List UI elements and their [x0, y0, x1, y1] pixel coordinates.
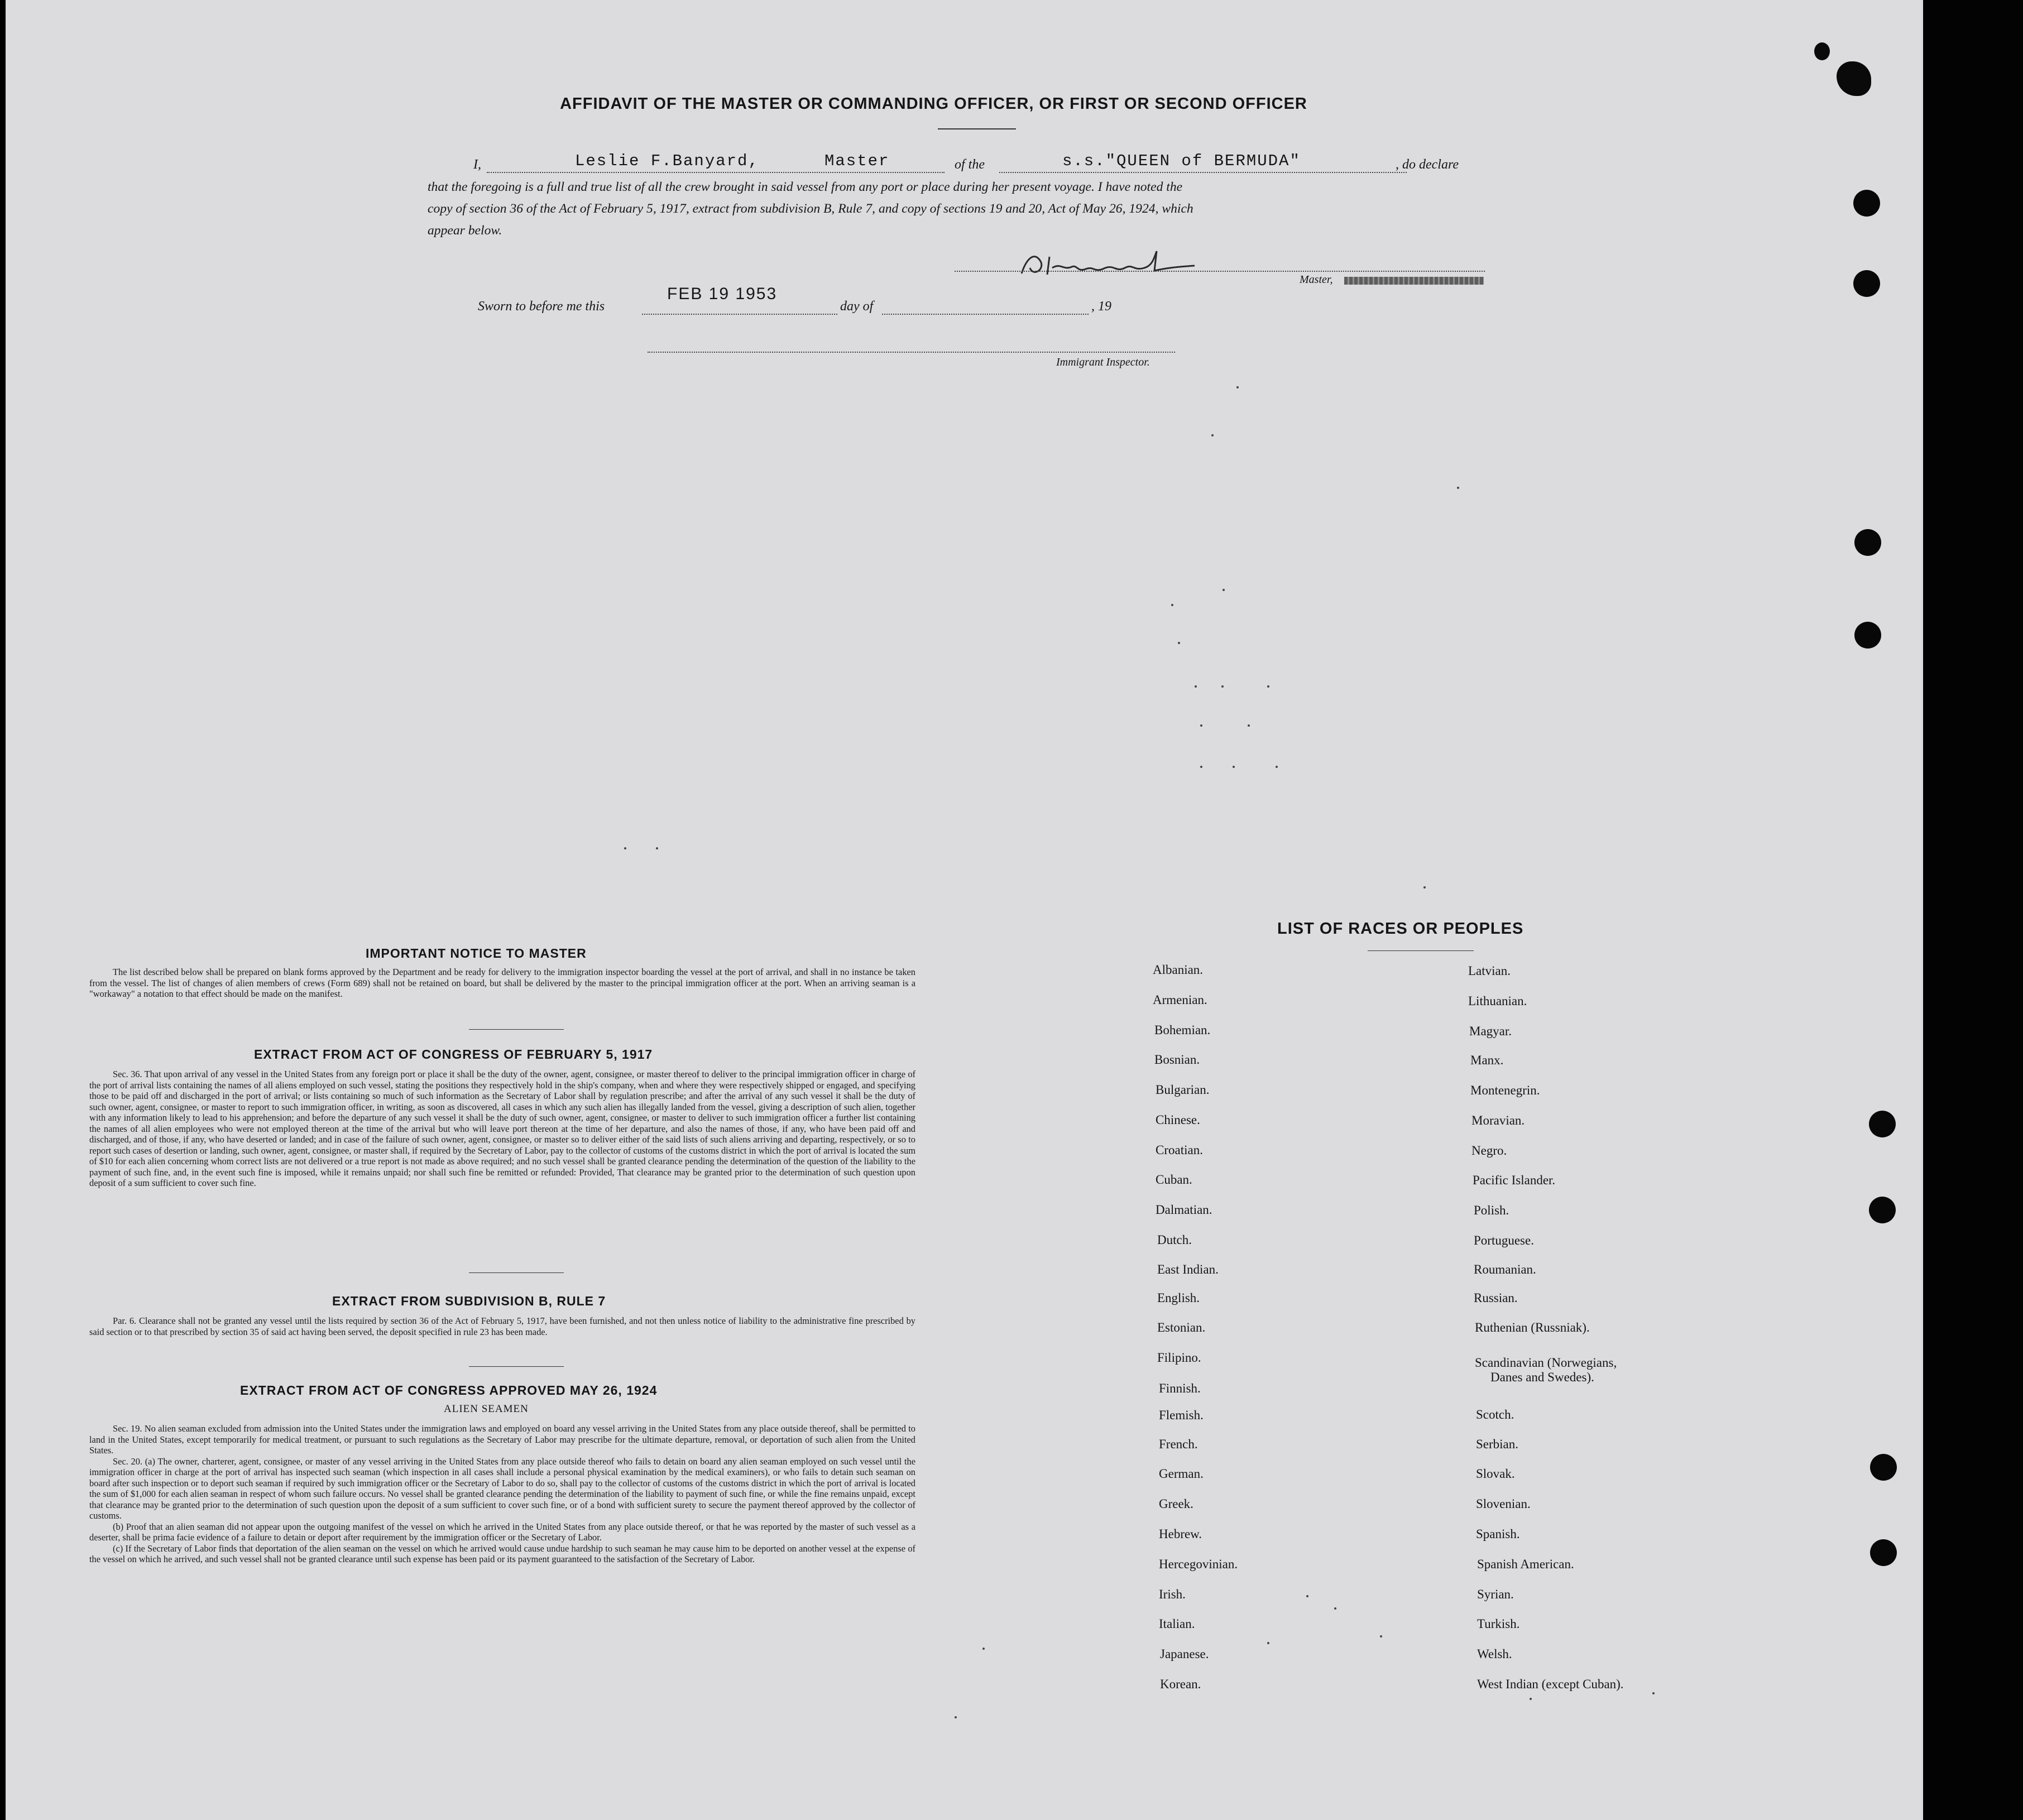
race-right-item: Syrian.	[1477, 1587, 1514, 1601]
race-left-item: Hercegovinian.	[1159, 1557, 1238, 1571]
scan-speck	[1171, 604, 1173, 606]
divider-1	[469, 1029, 564, 1030]
year-prefix: , 19	[1091, 299, 1111, 314]
races-divider	[1368, 950, 1474, 951]
race-right-item: Turkish.	[1477, 1617, 1520, 1631]
punch-hole	[1869, 1111, 1896, 1137]
inspector-line	[648, 352, 1175, 353]
scan-speck	[1306, 1595, 1308, 1597]
punch-hole	[1870, 1539, 1897, 1566]
name-line	[487, 172, 945, 173]
vessel-line	[999, 172, 1407, 173]
extract-1924-text	[89, 1423, 915, 1565]
race-right-item: Montenegrin.	[1470, 1083, 1540, 1097]
race-right-item: Slovak.	[1476, 1467, 1515, 1481]
affidavit-line-4: appear below.	[428, 223, 502, 238]
inspector-label: Immigrant Inspector.	[1056, 356, 1150, 368]
scan-speck	[982, 1648, 985, 1650]
sworn-label: Sworn to before me this	[478, 299, 605, 314]
scan-speck	[1267, 1642, 1269, 1644]
race-left-item: Filipino.	[1157, 1351, 1201, 1365]
race-right-item: Slovenian.	[1476, 1497, 1531, 1511]
divider-3	[469, 1366, 564, 1367]
punch-hole	[1870, 1454, 1897, 1481]
scan-speck	[1195, 685, 1197, 688]
race-left-item: Albanian.	[1153, 963, 1204, 977]
extract-rule7-title: EXTRACT FROM SUBDIVISION B, RULE 7	[332, 1294, 606, 1308]
punch-hole	[1853, 190, 1880, 217]
race-left-item: Finnish.	[1159, 1381, 1201, 1395]
scan-speck	[1334, 1607, 1336, 1610]
title-divider	[938, 128, 1016, 129]
race-left-item: Greek.	[1159, 1497, 1193, 1511]
notice-paragraph: The list described below shall be prepared on blank forms approved by the Department and be ready for delivery to the immigration inspector boarding the vessel at the port of arrival, and shall in no instance be taken from the vessel. The list of changes of alien members of crews (Form 689) shall not be retained on board, but shall be delivered by the master to the principal immigration officer at the port. When an arriving seaman is a "workaway" a notation to that effect should be made on the manifest.	[89, 967, 915, 1000]
sec20b-paragraph: (b) Proof that an alien seaman did not appear upon the outgoing manifest of the vessel on which he arrived in the United States from any place outside thereof, or that he was reported by the master of such vessel as a deserter, shall be prima facie evidence of a failure to detain or deport after requirement by the immigration officer or the Secretary of Labor.	[89, 1521, 915, 1543]
extract-1917-text	[89, 1069, 915, 1189]
race-left-item: Dalmatian.	[1156, 1203, 1212, 1217]
races-title: LIST OF RACES OR PEOPLES	[1277, 920, 1524, 938]
day-of-label: day of	[840, 299, 874, 314]
race-right-item: Magyar.	[1469, 1024, 1512, 1038]
scan-speck	[1423, 886, 1426, 889]
race-right-item: Manx.	[1470, 1053, 1504, 1067]
extract-1917-title: EXTRACT FROM ACT OF CONGRESS OF FEBRUARY 5, 1917	[254, 1047, 653, 1062]
race-left-item: Bosnian.	[1154, 1053, 1200, 1067]
race-right-item: Serbian.	[1476, 1437, 1519, 1451]
scan-speck	[1248, 724, 1250, 727]
sec19-paragraph: Sec. 19. No alien seaman excluded from admission into the United States under the immigration laws and employed on board any vessel arriving in the United States from any place outside thereof, shall be permitted to land in the United States, except temporarily for medical treatment, or pursuant to such regulations as the Secretary of Labor may prescribe for the ultimate departure, removal, or deportation of such alien from the United States.	[89, 1423, 915, 1456]
scan-speck	[1457, 487, 1459, 489]
scan-speck	[1267, 685, 1269, 688]
of-the-label: of the	[955, 157, 985, 172]
extract-1924-title: EXTRACT FROM ACT OF CONGRESS APPROVED MAY 26, 1924	[240, 1383, 658, 1398]
scan-margin	[1923, 0, 2023, 1820]
divider-2	[469, 1272, 564, 1273]
race-left-item: Estonian.	[1157, 1320, 1206, 1334]
sworn-date-stamp: FEB 19 1953	[667, 285, 778, 303]
sec20c-paragraph: (c) If the Secretary of Labor finds that deportation of the alien seaman on the vessel on which he arrived would cause undue hardship to such seaman he may cause him to be deported on another vessel at the expense of the vessel on which he arrived, and such vessel shall not be granted clearance until such expense has been paid or its payment guaranteed to the satisfaction of the Secretary of Labor.	[89, 1543, 915, 1565]
master-rank: Master	[824, 152, 890, 170]
scan-speck	[1652, 1692, 1655, 1694]
scan-speck	[1530, 1698, 1532, 1700]
race-right-item: Spanish American.	[1477, 1557, 1574, 1571]
race-right-item: Latvian.	[1468, 964, 1511, 978]
race-right-item: Spanish.	[1476, 1527, 1520, 1541]
race-left-item: German.	[1159, 1467, 1204, 1481]
i-label: I,	[473, 157, 481, 172]
master-name: Leslie F.Banyard,	[575, 152, 759, 170]
punch-hole	[1853, 270, 1880, 297]
vessel-name: s.s."QUEEN of BERMUDA"	[1062, 152, 1301, 170]
scan-speck	[1223, 589, 1225, 591]
torn-corner-small	[1814, 42, 1830, 60]
race-right-item: Russian.	[1474, 1291, 1518, 1305]
punch-hole	[1854, 622, 1881, 649]
race-right-item: Moravian.	[1471, 1113, 1525, 1127]
race-left-item: English.	[1157, 1291, 1200, 1305]
scan-speck	[1221, 685, 1224, 688]
race-right-item: Negro.	[1471, 1144, 1507, 1158]
rule7-paragraph: Par. 6. Clearance shall not be granted any vessel until the lists required by section 36 of the Act of February 5, 1917, have been furnished, and not then unless notice of liability to the administrative fine prescribed by said section or to that prescribed by section 35 of said act having been served, the deposit specified in rule 23 has been made.	[89, 1315, 915, 1337]
scan-speck	[1200, 766, 1202, 768]
race-right-item: Welsh.	[1477, 1647, 1512, 1661]
scan-speck	[1200, 724, 1202, 727]
race-left-item: Croatian.	[1156, 1143, 1203, 1157]
race-left-item: Italian.	[1159, 1617, 1195, 1631]
race-left-item: Chinese.	[1156, 1113, 1200, 1127]
race-right-item: Lithuanian.	[1468, 994, 1527, 1008]
sec36-paragraph: Sec. 36. That upon arrival of any vessel in the United States from any foreign port or place it shall be the duty of the owner, agent, consignee, or master thereof to deliver to the principal immigration officer in charge of the port of arrival lists containing the names of all aliens employed on such vessel, stating the positions they respectively hold in the ship's company, when and where they were respectively shipped or engaged, and specifying those to be paid off and discharged in the port of arrival; or lists containing so much of such information as the Secretary of Labor shall by regulation prescribe; and after the arrival of any such vessel it shall be the duty of such owner, agent, consignee, or master to report to such immigration officer, in writing, as soon as discovered, all cases in which any such alien has illegally landed from the vessel, giving a description of such alien, together with any information likely to lead to his apprehension; and before the departure of any such vessel it shall be the duty of such owner, agent, consignee, or master to deliver to such immigration officer a further list containing the names of all alien employees who were not employed thereon at the time of the arrival but who will leave port thereon at the time of her departure, and also the names of those, if any, who have been paid off and discharged, and of those, if any, who have deserted or landed; and in case of the failure of such owner, agent, consignee, or master so to deliver either of the said lists of such aliens arriving and departing, respectively, or so to report such cases of desertion or landing, such owner, agent, consignee, or master shall, if required by the Secretary of Labor, pay to the collector of customs of the customs district in which the port of arrival is located the sum of $10 for each alien concerning whom correct lists are not delivered or a true report is not made as above required; and no such vessel shall be granted clearance pending the determination of the question of the liability to the payment of such fine, and, in the event such fine is imposed, while it remains unpaid; nor shall such fine be remitted or refunded: Provided, That clearance may be granted prior to the determination of such question upon deposit of a sum sufficient to cover such fine.	[89, 1069, 915, 1189]
race-right-item: Roumanian.	[1474, 1262, 1536, 1276]
race-left-item: French.	[1159, 1437, 1198, 1451]
scan-speck	[1233, 766, 1235, 768]
extract-rule7-text	[89, 1315, 915, 1337]
race-right-item: Pacific Islander.	[1473, 1173, 1556, 1187]
alien-seamen-subtitle: ALIEN SEAMEN	[444, 1403, 529, 1415]
scan-speck	[1236, 386, 1239, 388]
race-left-item: Bulgarian.	[1156, 1083, 1210, 1097]
race-right-item: Ruthenian (Russniak).	[1475, 1320, 1590, 1334]
race-right-item: Polish.	[1474, 1203, 1509, 1217]
race-left-item: Irish.	[1159, 1587, 1186, 1601]
scan-speck	[1178, 642, 1180, 644]
master-signature	[1010, 240, 1245, 285]
race-right-item: Portuguese.	[1474, 1233, 1534, 1247]
punch-hole	[1869, 1197, 1896, 1223]
race-left-item: East Indian.	[1157, 1262, 1219, 1276]
race-left-item: Hebrew.	[1159, 1527, 1202, 1541]
notice-title: IMPORTANT NOTICE TO MASTER	[366, 946, 587, 961]
form-page	[6, 0, 1923, 1820]
signature-line	[955, 271, 1485, 272]
month-line	[882, 314, 1089, 315]
race-left-item: Japanese.	[1160, 1647, 1209, 1661]
affidavit-line-2: that the foregoing is a full and true list of all the crew brought in said vessel from any port or place during her present voyage. I have noted the	[428, 180, 1183, 194]
scan-speck	[624, 847, 626, 849]
affidavit-title: AFFIDAVIT OF THE MASTER OR COMMANDING OFFICER, OR FIRST OR SECOND OFFICER	[560, 95, 1307, 113]
race-right-item: Scotch.	[1476, 1408, 1514, 1422]
race-right-item: Scandinavian (Norwegians,	[1475, 1356, 1617, 1370]
notice-text	[89, 967, 915, 1000]
race-left-item: Armenian.	[1153, 993, 1207, 1007]
race-left-item: Korean.	[1160, 1677, 1201, 1691]
race-left-item: Flemish.	[1159, 1408, 1204, 1422]
race-left-item: Cuban.	[1156, 1173, 1192, 1187]
punch-hole	[1854, 529, 1881, 556]
signature-caption: Master,	[1300, 273, 1333, 286]
scan-speck	[1211, 434, 1214, 436]
affidavit-line-3: copy of section 36 of the Act of February 5, 1917, extract from subdivision B, Rule 7, and copy of sections 19 and 20, Act of May 26, 1924, which	[428, 201, 1193, 216]
do-declare-label: , do declare	[1396, 157, 1459, 172]
sec20a-paragraph: Sec. 20. (a) The owner, charterer, agent, consignee, or master of any vessel arriving in the United States from any place outside thereof who fails to detain on board any alien seaman employed on such vessel until the immigration officer in charge at the port of arrival has inspected such seaman (which inspection in all cases shall include a personal physical examination by the medical examiners), or who fails to detain such seaman on board after such inspection or to deport such seaman if required by such immigration officer or the Secretary of Labor to do so, shall pay to the collector of customs of the customs district in which the port of arrival is located the sum of $1,000 for each alien seaman in respect of whom such failure occurs. No vessel shall be granted clearance pending the determination of the liability to payment of such fine, or while the fine remains unpaid, except that clearance may be granted prior to the determination of such question upon the deposit of a sum sufficient to cover such fine, or of a bond with sufficient surety to secure the payment thereof approved by the collector of customs.	[89, 1456, 915, 1521]
scan-speck	[955, 1716, 957, 1718]
race-left-item: Dutch.	[1157, 1233, 1192, 1247]
race-right-item: Danes and Swedes).	[1490, 1370, 1594, 1384]
scan-speck	[1380, 1635, 1382, 1637]
scan-speck	[1276, 766, 1278, 768]
struck-out-title	[1344, 277, 1484, 285]
scan-speck	[656, 847, 658, 849]
race-right-item: West Indian (except Cuban).	[1477, 1677, 1624, 1691]
sworn-date-line	[642, 314, 837, 315]
race-left-item: Bohemian.	[1154, 1023, 1211, 1037]
